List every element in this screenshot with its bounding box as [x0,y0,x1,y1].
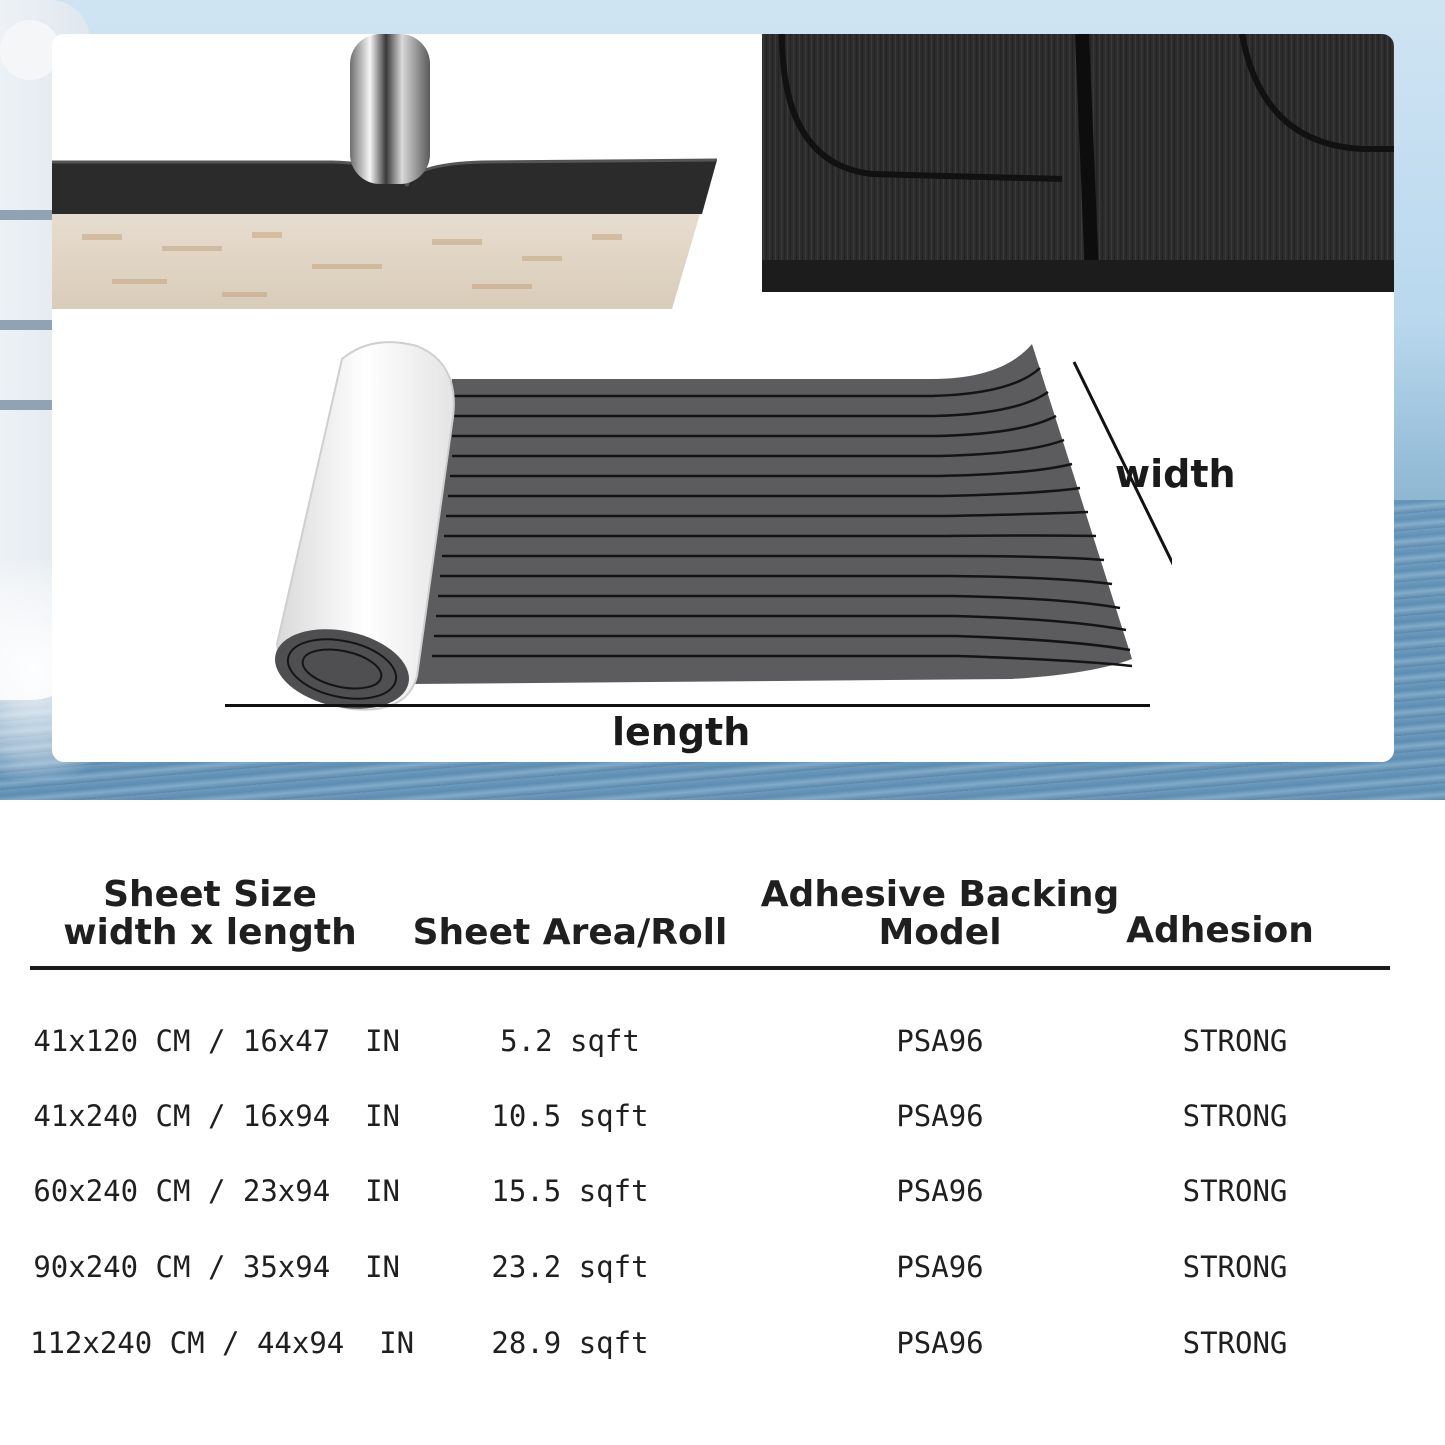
header-sheet-size [50,876,370,952]
table-row [30,1242,1390,1292]
length-dimension-line [225,704,1150,707]
cell-size: 112x240 CM / 44x94 IN [30,1326,415,1360]
header-model-line1: Adhesive Backing [760,874,1120,915]
cross-section-image [52,34,717,309]
header-sheet-size-line1: Sheet Size [103,874,317,915]
cell-model: PSA96 [896,1174,984,1208]
table-row [30,1016,1390,1066]
length-dimension-label: length [612,710,751,754]
cell-adhesion: STRONG [1182,1174,1288,1208]
table-row [30,1091,1390,1141]
cell-model: PSA96 [896,1326,984,1360]
radar-dome [0,20,60,80]
cell-model: PSA96 [896,1099,984,1133]
header-adhesion: Adhesion [1126,910,1314,951]
header-model [760,876,1120,952]
cell-adhesion: STRONG [1182,1326,1288,1360]
cell-adhesion: STRONG [1182,1024,1288,1058]
width-dimension-label: width [1115,452,1236,496]
cell-area: 10.5 sqft [491,1099,649,1133]
header-sheet-size-line2: width x length [63,912,357,953]
cell-area: 28.9 sqft [491,1326,649,1360]
cell-area: 23.2 sqft [491,1250,649,1284]
product-card [52,34,1394,762]
rolled-mat-image [212,304,1172,724]
texture-closeup-image [762,34,1394,292]
header-sheet-area: Sheet Area/Roll [412,912,728,953]
cell-size: 60x240 CM / 23x94 IN [33,1174,400,1208]
header-model-line2: Model [878,912,1002,953]
header-divider [30,966,1390,970]
cell-size: 41x240 CM / 16x94 IN [33,1099,400,1133]
cell-size: 41x120 CM / 16x47 IN [33,1024,400,1058]
cell-model: PSA96 [896,1024,984,1058]
cell-area: 15.5 sqft [491,1174,649,1208]
cell-size: 90x240 CM / 35x94 IN [33,1250,400,1284]
cell-adhesion: STRONG [1182,1099,1288,1133]
table-row [30,1318,1390,1368]
cell-model: PSA96 [896,1250,984,1284]
cell-adhesion: STRONG [1182,1250,1288,1284]
table-row [30,1166,1390,1216]
cell-area: 5.2 sqft [500,1024,640,1058]
